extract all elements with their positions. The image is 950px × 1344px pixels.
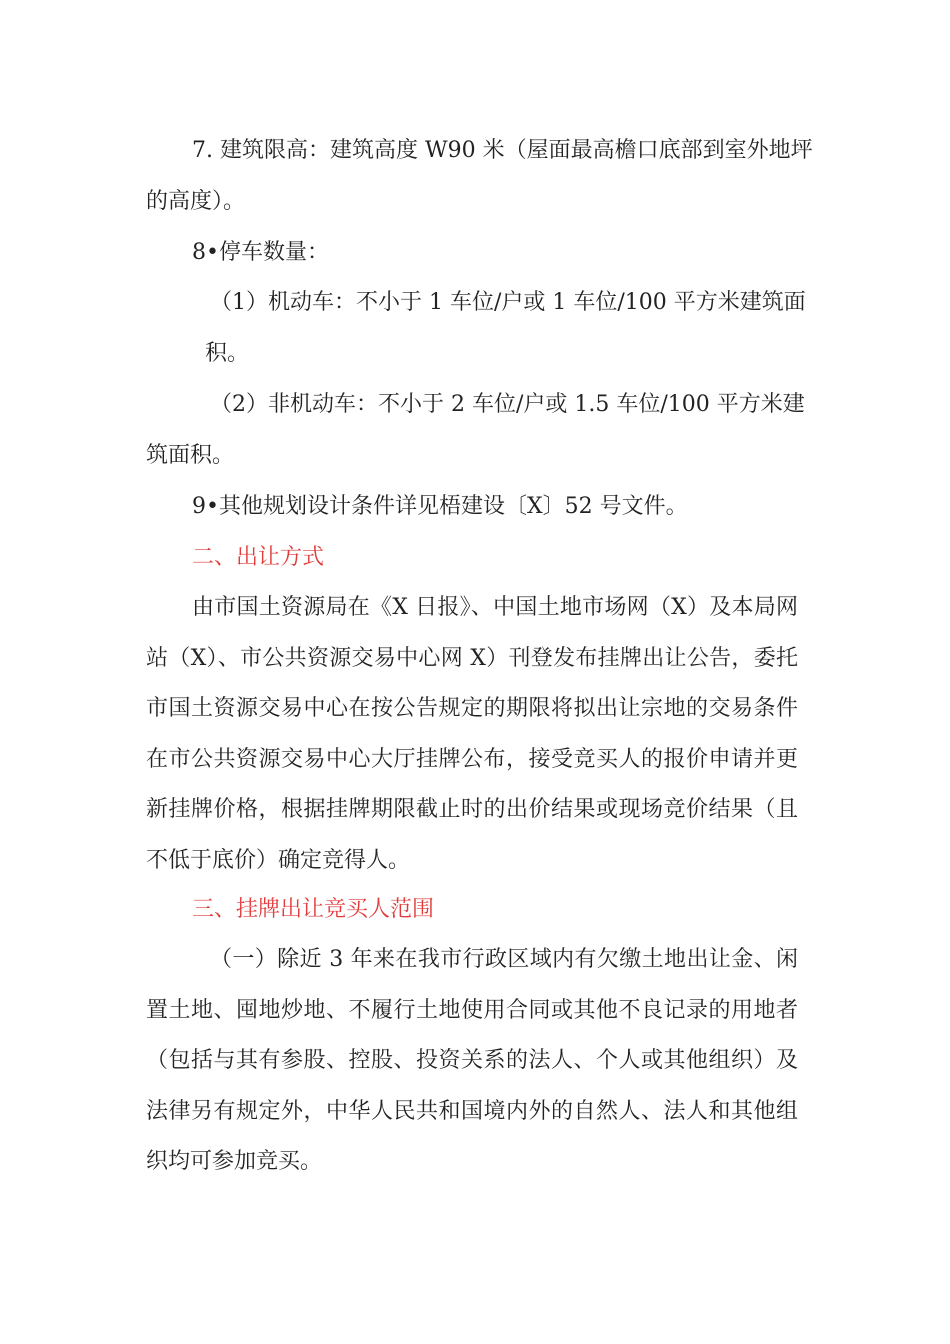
item8-sub2-line1: （2）非机动车：不小于 2 车位/户或 1.5 车位/100 平方米建 bbox=[210, 392, 805, 417]
item8-title: 8•停车数量： bbox=[192, 240, 329, 265]
item8-sub2-line2: 筑面积。 bbox=[146, 443, 235, 468]
section3-heading: 三、挂牌出让竞买人范围 bbox=[192, 897, 435, 922]
item9: 9•其他规划设计条件详见梧建设〔X〕52 号文件。 bbox=[192, 494, 688, 519]
item8-sub1-line2: 积。 bbox=[205, 341, 250, 366]
section2-heading: 二、出让方式 bbox=[192, 545, 325, 570]
section3-body: （一）除近 3 年来在我市行政区域内有欠缴土地出让金、闲置土地、囤地炒地、不履行土地使用合同或其他不良记录的用地者（包括与其有参股、控股、投资关系的法人、个人或其他组织）及法律另有规定外，中华人民共和国境内外的自然人、法人和其他组织均可参加竞买。 bbox=[146, 947, 798, 1174]
item8-sub1-line1: （1）机动车：不小于 1 车位/户或 1 车位/100 平方米建筑面 bbox=[210, 290, 806, 315]
section2-body: 由市国土资源局在《X 日报》、中国土地市场网（X）及本局网站（X）、市公共资源交易中心网 X）刊登发布挂牌出让公告，委托市国土资源交易中心在按公告规定的期限将拟出让宗地的交易条件在市公共资源交易中心大厅挂牌公布，接受竞买人的报价申请并更新挂牌价格，根据挂牌期限截止时的出价结果或现场竞价结果（且不低于底价）确定竞得人。 bbox=[146, 595, 798, 873]
item7-line1: 7. 建筑限高：建筑高度 W90 米（屋面最高檐口底部到室外地坪 bbox=[192, 138, 813, 163]
item7-line2: 的高度）。 bbox=[146, 189, 246, 214]
